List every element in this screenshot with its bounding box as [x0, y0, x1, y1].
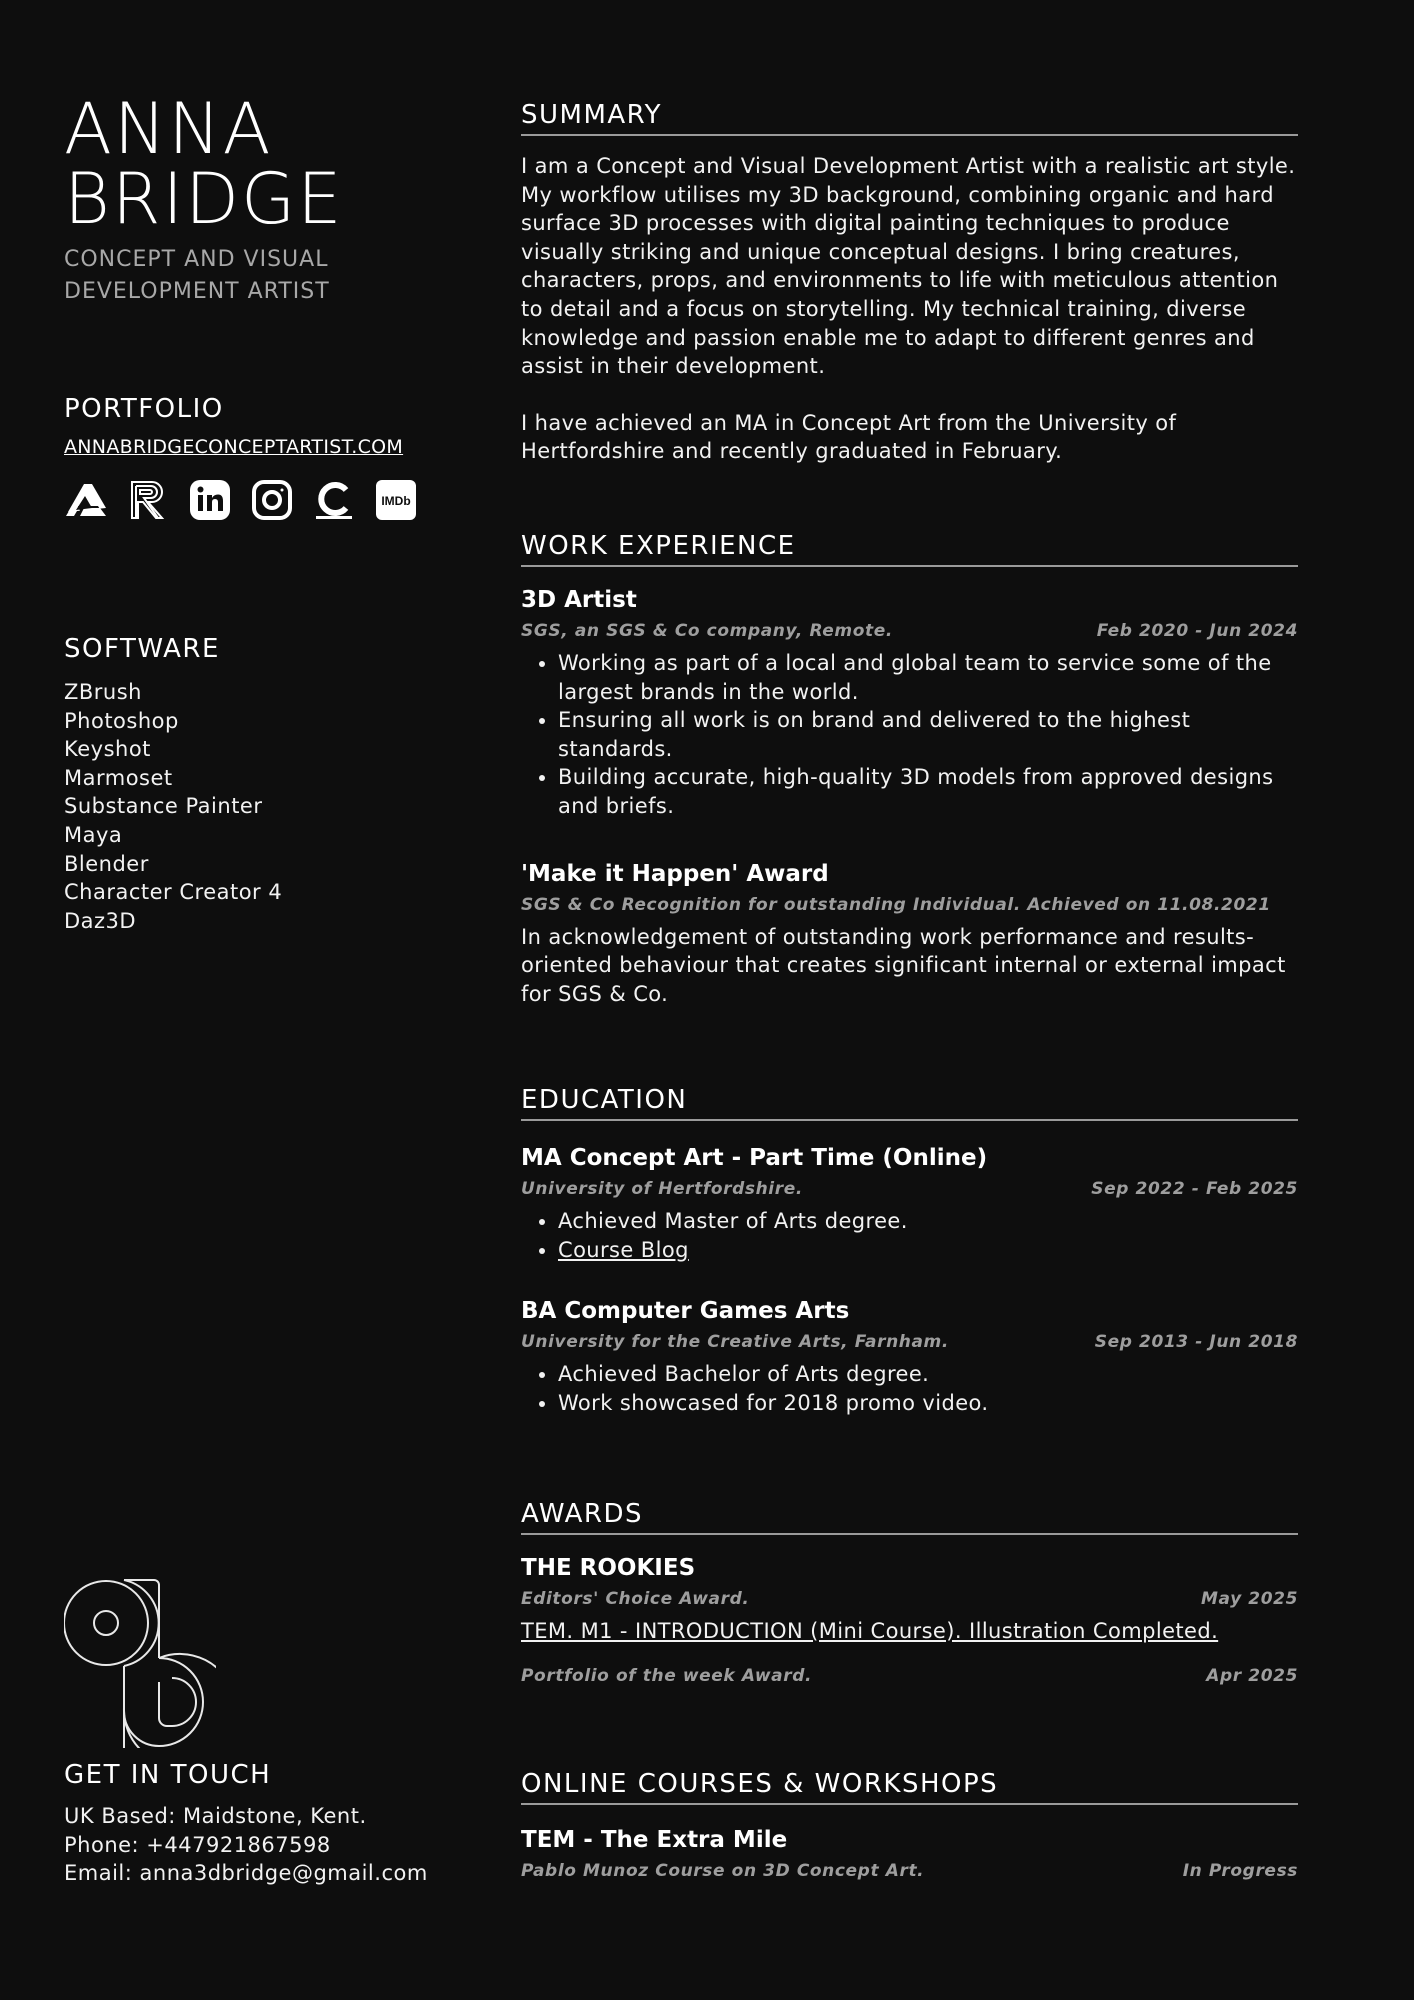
software-item: Maya — [64, 822, 123, 847]
software-item: Blender — [64, 851, 149, 876]
portfolio-section — [64, 394, 418, 522]
award-2-date: Apr 2025 — [1206, 1665, 1298, 1686]
job-bullet: • Ensuring all work is on brand and delivered to the highest standards. — [558, 706, 1298, 763]
award-title: 'Make it Happen' Award — [521, 860, 829, 887]
ba-dates: Sep 2013 - Jun 2018 — [1094, 1332, 1298, 1353]
award-subtitle: SGS & Co Recognition for outstanding Individual. Achieved on 11.08.2021 — [521, 894, 1271, 915]
artstation-icon[interactable] — [64, 478, 108, 522]
ma-dates: Sep 2022 - Feb 2025 — [1091, 1179, 1298, 1199]
ba-title: BA Computer Games Arts — [521, 1298, 850, 1325]
job-company: SGS, an SGS & Co company, Remote. — [521, 621, 893, 641]
contact-email[interactable]: Email: anna3dbridge@gmail.com — [64, 1861, 428, 1886]
summary-section — [521, 100, 1298, 466]
software-item: Photoshop — [64, 708, 179, 733]
role-line-2: DEVELOPMENT ARTIST — [64, 279, 330, 304]
software-item: Substance Painter — [64, 794, 263, 819]
rookies-icon[interactable] — [126, 478, 170, 522]
software-list — [64, 678, 282, 935]
portfolio-heading: PORTFOLIO — [64, 394, 224, 424]
job-bullets — [521, 649, 1298, 821]
software-item: Marmoset — [64, 765, 173, 790]
award-1-label: Editors' Choice Award. — [521, 1589, 750, 1609]
role-line-1: CONCEPT AND VISUAL — [64, 247, 329, 272]
summary-heading: SUMMARY — [521, 100, 1298, 136]
first-name: ANNA — [64, 88, 273, 170]
course-title: TEM - The Extra Mile — [521, 1827, 788, 1853]
education-heading: EDUCATION — [521, 1085, 1298, 1121]
job-role — [64, 244, 330, 308]
work-heading: WORK EXPERIENCE — [521, 531, 1298, 567]
award-2-label: Portfolio of the week Award. — [521, 1665, 813, 1686]
software-item: Keyshot — [64, 737, 151, 762]
ba-bullet: • Work showcased for 2018 promo video. — [558, 1389, 1298, 1418]
job-dates: Feb 2020 - Jun 2024 — [1096, 621, 1298, 641]
ba-bullets — [521, 1360, 1298, 1417]
software-item: Character Creator 4 — [64, 880, 283, 905]
awards-heading: AWARDS — [521, 1499, 1298, 1535]
ba-entry — [521, 1298, 1298, 1417]
software-heading: SOFTWARE — [64, 634, 220, 664]
contact-phone[interactable]: Phone: +447921867598 — [64, 1832, 331, 1857]
candidate-name — [64, 88, 344, 240]
course-status: In Progress — [1182, 1861, 1298, 1881]
ba-school: University for the Creative Arts, Farnham. — [521, 1332, 949, 1353]
sidebar — [64, 0, 444, 2000]
course-blog-link[interactable]: Course Blog — [558, 1237, 689, 1262]
ma-bullets — [521, 1207, 1298, 1264]
ma-bullet — [558, 1236, 1298, 1265]
contact-heading: GET IN TOUCH — [64, 1760, 272, 1790]
last-name: BRIDGE — [64, 158, 344, 240]
social-icons — [64, 478, 418, 522]
contact-location: UK Based: Maidstone, Kent. — [64, 1804, 367, 1828]
ma-title: MA Concept Art - Part Time (Online) — [521, 1145, 988, 1171]
cara-icon[interactable] — [312, 478, 356, 522]
job-bullet: • Building accurate, high-quality 3D models from approved designs and briefs. — [558, 763, 1298, 820]
contact-section — [64, 1760, 428, 1888]
imdb-icon[interactable] — [374, 478, 418, 522]
ma-school: University of Hertfordshire. — [521, 1179, 803, 1199]
software-item: Daz3D — [64, 908, 137, 933]
software-section — [64, 634, 282, 935]
rookies-entry — [521, 1555, 1298, 1686]
award-entry — [521, 861, 1298, 1009]
linkedin-icon[interactable] — [188, 478, 232, 522]
ma-entry — [521, 1145, 1298, 1264]
education-section — [521, 1085, 1298, 1417]
course-subtitle: Pablo Munoz Course on 3D Concept Art. — [521, 1861, 925, 1881]
job-bullet: • Working as part of a local and global team to service some of the largest brands in the world. — [558, 649, 1298, 706]
courses-section — [521, 1769, 1298, 1881]
summary-paragraph-2: I have achieved an MA in Concept Art from the University of Hertfordshire and recently graduated in February. — [521, 410, 1177, 464]
course-entry — [521, 1827, 1298, 1881]
rookies-title: THE ROOKIES — [521, 1555, 696, 1581]
courses-heading: ONLINE COURSES & WORKSHOPS — [521, 1769, 1298, 1805]
software-item: ZBrush — [64, 680, 142, 704]
ba-bullet: • Achieved Bachelor of Arts degree. — [558, 1360, 1298, 1389]
award-1-link[interactable]: TEM. M1 - INTRODUCTION (Mini Course). Illustration Completed. — [521, 1619, 1219, 1643]
ma-bullet: • Achieved Master of Arts degree. — [558, 1207, 1298, 1236]
work-experience-section — [521, 531, 1298, 1008]
monogram-logo — [64, 1578, 216, 1748]
portfolio-link[interactable]: ANNABRIDGECONCEPTARTIST.COM — [64, 436, 404, 458]
award-text: In acknowledgement of outstanding work performance and results-oriented behaviour that creates significant internal or external impact for SGS & Co. — [521, 924, 1286, 1006]
instagram-icon[interactable] — [250, 478, 294, 522]
award-1-date: May 2025 — [1201, 1589, 1298, 1609]
awards-section — [521, 1499, 1298, 1686]
summary-paragraph-1: I am a Concept and Visual Development Artist with a realistic art style. My workflow utilises my 3D background, combining organic and hard surface 3D processes with digital painting techniques to produce visually striking and unique conceptual designs. I bring creatures, characters, props, and environments to life with meticulous attention to detail and a focus on storytelling. My technical training, diverse knowledge and passion enable me to adapt to different genres and assist in their development. — [521, 154, 1296, 379]
imdb-label: IMDb — [381, 494, 411, 508]
job-title: 3D Artist — [521, 587, 637, 613]
job-entry — [521, 587, 1298, 821]
